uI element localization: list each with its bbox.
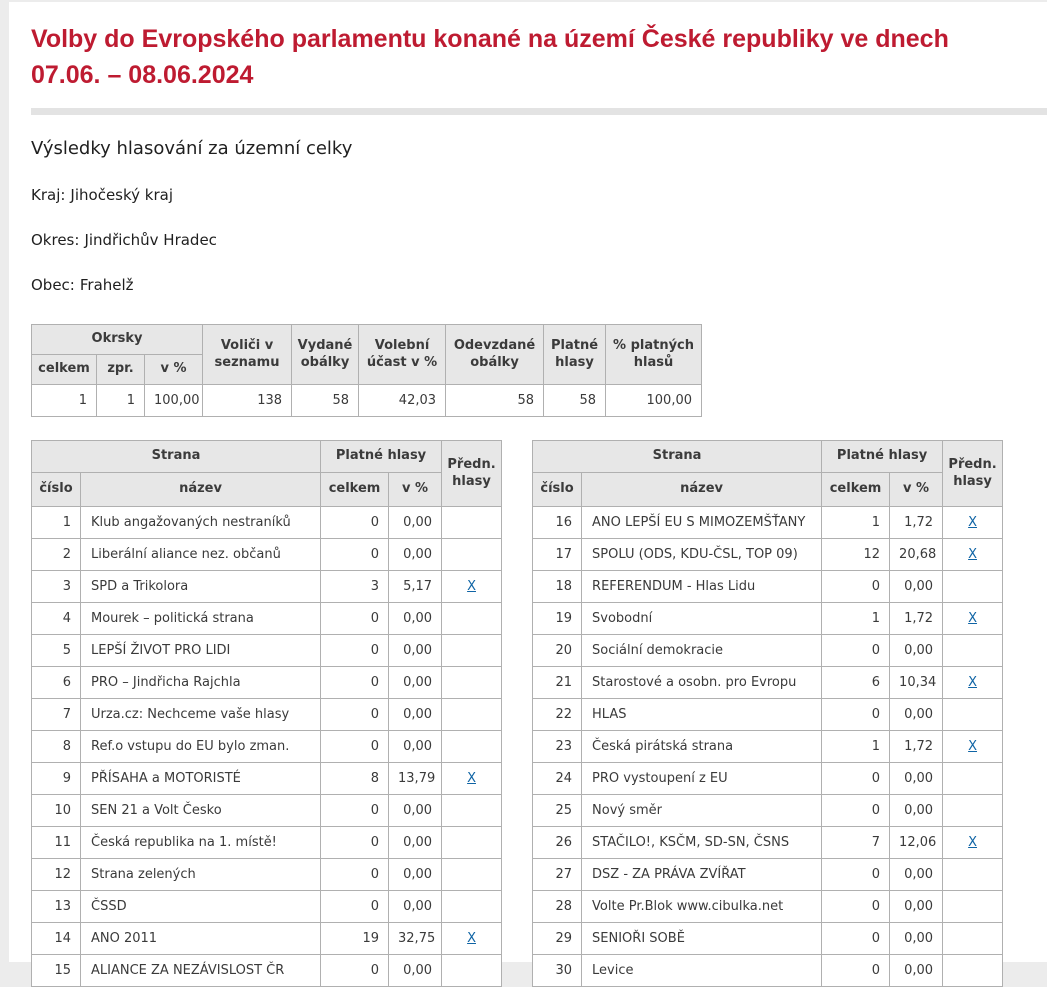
party-name-cell: Mourek – politická strana xyxy=(81,603,321,635)
party-name-cell: Urza.cz: Nechceme vaše hlasy xyxy=(81,699,321,731)
party-total-cell: 8 xyxy=(321,763,389,795)
pref-votes-cell xyxy=(943,603,1003,635)
party-row xyxy=(533,955,1003,987)
pref-votes-cell xyxy=(442,667,502,699)
party-number-cell: 30 xyxy=(533,955,582,987)
party-number-cell: 21 xyxy=(533,667,582,699)
party-number-cell: 16 xyxy=(533,507,582,539)
party-percent-cell: 0,00 xyxy=(389,731,442,763)
party-total-cell: 7 xyxy=(822,827,890,859)
party-header-row-2 xyxy=(533,473,1003,507)
precincts-total-header: celkem xyxy=(32,355,97,385)
summary-values-row xyxy=(32,385,702,417)
party-percent-cell: 1,72 xyxy=(890,603,943,635)
pref-votes-cell xyxy=(943,795,1003,827)
pref-votes-cell xyxy=(943,731,1003,763)
party-header-row-1 xyxy=(32,441,502,473)
municipality-value: Frahelž xyxy=(79,276,134,294)
party-name-cell: SEN 21 a Volt Česko xyxy=(81,795,321,827)
party-name-cell: PRO – Jindřicha Rajchla xyxy=(81,667,321,699)
party-name-cell: Liberální aliance nez. občanů xyxy=(81,539,321,571)
results-page xyxy=(9,2,1047,978)
pref-votes-cell xyxy=(442,763,502,795)
party-row xyxy=(32,891,502,923)
party-row xyxy=(533,603,1003,635)
party-name-cell: SENIOŘI SOBĚ xyxy=(582,923,822,955)
party-total-cell: 0 xyxy=(822,891,890,923)
party-number-cell: 29 xyxy=(533,923,582,955)
party-number-cell: 6 xyxy=(32,667,81,699)
party-total-cell: 0 xyxy=(321,699,389,731)
party-percent-cell: 20,68 xyxy=(890,539,943,571)
party-total-cell: 0 xyxy=(321,795,389,827)
party-number-cell: 25 xyxy=(533,795,582,827)
party-number-cell: 13 xyxy=(32,891,81,923)
region-line xyxy=(31,186,1047,204)
precincts-processed-value: 1 xyxy=(97,385,145,417)
party-row xyxy=(533,667,1003,699)
pref-votes-cell xyxy=(943,507,1003,539)
turnout-header: Volební účast v % xyxy=(359,325,446,385)
party-percent-cell: 13,79 xyxy=(389,763,442,795)
party-row xyxy=(32,763,502,795)
party-row xyxy=(32,539,502,571)
party-total-cell: 0 xyxy=(822,763,890,795)
title-divider xyxy=(31,108,1047,115)
party-total-cell: 0 xyxy=(321,859,389,891)
precincts-header: Okrsky xyxy=(32,325,203,355)
pref-votes-cell xyxy=(943,635,1003,667)
party-percent-cell: 0,00 xyxy=(389,891,442,923)
party-header: Strana xyxy=(533,441,822,473)
party-name-cell: STAČILO!, KSČM, SD-SN, ČSNS xyxy=(582,827,822,859)
pref-votes-cell xyxy=(943,763,1003,795)
party-name-cell: HLAS xyxy=(582,699,822,731)
valid-votes-group-header: Platné hlasy xyxy=(822,441,943,473)
party-row xyxy=(533,731,1003,763)
party-total-header: celkem xyxy=(321,473,389,507)
party-row xyxy=(533,827,1003,859)
party-number-cell: 10 xyxy=(32,795,81,827)
party-number-cell: 26 xyxy=(533,827,582,859)
region-label: Kraj: xyxy=(31,186,66,204)
party-name-cell: SPOLU (ODS, KDU-ČSL, TOP 09) xyxy=(582,539,822,571)
party-percent-cell: 0,00 xyxy=(389,699,442,731)
party-row xyxy=(32,923,502,955)
pref-votes-cell xyxy=(442,539,502,571)
valid-votes-pct-header: % platných hlasů xyxy=(606,325,702,385)
pref-votes-cell xyxy=(442,795,502,827)
pref-votes-cell xyxy=(442,955,502,987)
party-name-cell: LEPŠÍ ŽIVOT PRO LIDI xyxy=(81,635,321,667)
party-total-cell: 1 xyxy=(822,603,890,635)
party-row xyxy=(533,699,1003,731)
party-total-cell: 0 xyxy=(321,891,389,923)
pref-votes-header: Předn. hlasy xyxy=(943,441,1003,507)
precincts-pct-value: 100,00 xyxy=(145,385,203,417)
pref-votes-cell xyxy=(442,923,502,955)
party-percent-cell: 0,00 xyxy=(890,955,943,987)
party-row xyxy=(32,699,502,731)
party-name-cell: Volte Pr.Blok www.cibulka.net xyxy=(582,891,822,923)
municipality-label: Obec: xyxy=(31,276,75,294)
pref-votes-link[interactable]: X xyxy=(968,515,978,530)
party-number-cell: 2 xyxy=(32,539,81,571)
party-number-cell: 18 xyxy=(533,571,582,603)
party-percent-cell: 0,00 xyxy=(389,859,442,891)
pref-votes-link[interactable]: X xyxy=(968,675,978,690)
party-percent-cell: 0,00 xyxy=(890,859,943,891)
party-name-cell: Strana zelených xyxy=(81,859,321,891)
party-header: Strana xyxy=(32,441,321,473)
precincts-processed-header: zpr. xyxy=(97,355,145,385)
party-name-cell: PŘÍSAHA a MOTORISTÉ xyxy=(81,763,321,795)
party-number-cell: 8 xyxy=(32,731,81,763)
party-results-section xyxy=(31,440,1047,987)
summary-header-row-1 xyxy=(32,325,702,355)
pref-votes-cell xyxy=(442,699,502,731)
party-percent-cell: 0,00 xyxy=(389,667,442,699)
party-name-cell: DSZ - ZA PRÁVA ZVÍŘAT xyxy=(582,859,822,891)
party-name-cell: PRO vystoupení z EU xyxy=(582,763,822,795)
pref-votes-link[interactable]: X xyxy=(968,835,978,850)
party-total-cell: 0 xyxy=(321,603,389,635)
party-total-cell: 0 xyxy=(321,635,389,667)
pref-votes-cell xyxy=(442,859,502,891)
pref-votes-link[interactable]: X xyxy=(467,579,476,594)
party-percent-cell: 0,00 xyxy=(890,763,943,795)
party-total-cell: 12 xyxy=(822,539,890,571)
party-name-cell: Česká pirátská strana xyxy=(582,731,822,763)
party-number-cell: 20 xyxy=(533,635,582,667)
district-value: Jindřichův Hradec xyxy=(84,231,217,249)
pref-votes-cell xyxy=(442,827,502,859)
pref-votes-cell xyxy=(943,859,1003,891)
party-table-right xyxy=(532,440,1003,987)
party-number-cell: 24 xyxy=(533,763,582,795)
party-percent-cell: 0,00 xyxy=(890,571,943,603)
valid-votes-value: 58 xyxy=(544,385,606,417)
pref-votes-link[interactable]: X xyxy=(968,547,978,562)
party-percent-cell: 0,00 xyxy=(890,635,943,667)
party-row xyxy=(32,635,502,667)
pref-votes-link[interactable]: X xyxy=(467,771,476,786)
party-row xyxy=(32,667,502,699)
party-percent-cell: 0,00 xyxy=(389,955,442,987)
party-name-cell: Klub angažovaných nestraníků xyxy=(81,507,321,539)
turnout-value: 42,03 xyxy=(359,385,446,417)
party-row xyxy=(533,539,1003,571)
party-row xyxy=(533,635,1003,667)
pref-votes-link[interactable]: X xyxy=(968,611,978,626)
party-number-cell: 1 xyxy=(32,507,81,539)
registered-voters-value: 138 xyxy=(203,385,292,417)
party-number-cell: 11 xyxy=(32,827,81,859)
party-total-header: celkem xyxy=(822,473,890,507)
municipality-line xyxy=(31,276,1047,294)
party-total-cell: 0 xyxy=(321,539,389,571)
party-percent-cell: 0,00 xyxy=(389,635,442,667)
section-heading: Výsledky hlasování za územní celky xyxy=(31,138,353,159)
party-row xyxy=(32,507,502,539)
party-number-cell: 28 xyxy=(533,891,582,923)
party-percent-header: v % xyxy=(890,473,943,507)
pref-votes-cell xyxy=(442,731,502,763)
pref-votes-cell xyxy=(442,635,502,667)
party-row xyxy=(32,603,502,635)
page-title: Volby do Evropského parlamentu konané na území České republiky ve dnech 07.06. – 08.06.2024 xyxy=(31,25,949,89)
party-number-cell: 19 xyxy=(533,603,582,635)
party-header-row-1 xyxy=(533,441,1003,473)
party-percent-cell: 5,17 xyxy=(389,571,442,603)
registered-voters-header: Voliči v seznamu xyxy=(203,325,292,385)
issued-envelopes-header: Vydané obálky xyxy=(292,325,359,385)
party-number-cell: 22 xyxy=(533,699,582,731)
party-number-header: číslo xyxy=(32,473,81,507)
party-percent-cell: 0,00 xyxy=(389,827,442,859)
party-percent-cell: 0,00 xyxy=(389,603,442,635)
party-number-cell: 5 xyxy=(32,635,81,667)
party-total-cell: 0 xyxy=(822,859,890,891)
party-percent-cell: 0,00 xyxy=(389,507,442,539)
party-row xyxy=(32,571,502,603)
party-percent-header: v % xyxy=(389,473,442,507)
returned-envelopes-header: Odevzdané obálky xyxy=(446,325,544,385)
party-number-cell: 27 xyxy=(533,859,582,891)
party-percent-cell: 1,72 xyxy=(890,731,943,763)
party-name-cell: Levice xyxy=(582,955,822,987)
precincts-total-value: 1 xyxy=(32,385,97,417)
pref-votes-cell xyxy=(943,955,1003,987)
valid-votes-pct-value: 100,00 xyxy=(606,385,702,417)
party-total-cell: 1 xyxy=(822,507,890,539)
pref-votes-cell xyxy=(943,571,1003,603)
party-total-cell: 0 xyxy=(321,667,389,699)
party-total-cell: 6 xyxy=(822,667,890,699)
party-header-row-2 xyxy=(32,473,502,507)
pref-votes-link[interactable]: X xyxy=(467,931,476,946)
party-number-cell: 17 xyxy=(533,539,582,571)
region-value: Jihočeský kraj xyxy=(70,186,173,204)
party-name-header: název xyxy=(582,473,822,507)
pref-votes-link[interactable]: X xyxy=(968,739,978,754)
pref-votes-header: Předn. hlasy xyxy=(442,441,502,507)
party-total-cell: 0 xyxy=(321,731,389,763)
party-name-cell: ALIANCE ZA NEZÁVISLOST ČR xyxy=(81,955,321,987)
party-name-cell: Starostové a osobn. pro Evropu xyxy=(582,667,822,699)
district-label: Okres: xyxy=(31,231,80,249)
district-line xyxy=(31,231,1047,249)
party-row xyxy=(32,955,502,987)
party-percent-cell: 0,00 xyxy=(890,699,943,731)
party-percent-cell: 0,00 xyxy=(890,891,943,923)
party-total-cell: 0 xyxy=(822,955,890,987)
party-name-cell: Ref.o vstupu do EU bylo zman. xyxy=(81,731,321,763)
party-number-header: číslo xyxy=(533,473,582,507)
party-total-cell: 3 xyxy=(321,571,389,603)
party-name-cell: SPD a Trikolora xyxy=(81,571,321,603)
party-row xyxy=(32,859,502,891)
party-name-cell: Sociální demokracie xyxy=(582,635,822,667)
party-number-cell: 12 xyxy=(32,859,81,891)
party-number-cell: 9 xyxy=(32,763,81,795)
party-row xyxy=(533,571,1003,603)
party-total-cell: 0 xyxy=(321,955,389,987)
pref-votes-cell xyxy=(442,603,502,635)
pref-votes-cell xyxy=(442,507,502,539)
valid-votes-group-header: Platné hlasy xyxy=(321,441,442,473)
party-percent-cell: 0,00 xyxy=(890,795,943,827)
party-percent-cell: 0,00 xyxy=(890,923,943,955)
summary-table xyxy=(31,324,702,417)
party-row xyxy=(32,795,502,827)
party-name-cell: ANO 2011 xyxy=(81,923,321,955)
pref-votes-cell xyxy=(442,891,502,923)
party-percent-cell: 1,72 xyxy=(890,507,943,539)
party-row xyxy=(533,507,1003,539)
pref-votes-cell xyxy=(442,571,502,603)
party-total-cell: 1 xyxy=(822,731,890,763)
party-number-cell: 4 xyxy=(32,603,81,635)
party-name-header: název xyxy=(81,473,321,507)
pref-votes-cell xyxy=(943,539,1003,571)
party-row xyxy=(533,923,1003,955)
party-name-cell: REFERENDUM - Hlas Lidu xyxy=(582,571,822,603)
party-percent-cell: 10,34 xyxy=(890,667,943,699)
party-name-cell: ČSSD xyxy=(81,891,321,923)
party-percent-cell: 32,75 xyxy=(389,923,442,955)
party-number-cell: 14 xyxy=(32,923,81,955)
party-total-cell: 0 xyxy=(822,923,890,955)
party-number-cell: 3 xyxy=(32,571,81,603)
party-row xyxy=(533,763,1003,795)
party-total-cell: 0 xyxy=(321,827,389,859)
party-row xyxy=(32,827,502,859)
party-table-left xyxy=(31,440,502,987)
party-row xyxy=(533,795,1003,827)
party-percent-cell: 0,00 xyxy=(389,539,442,571)
pref-votes-cell xyxy=(943,923,1003,955)
party-name-cell: Svobodní xyxy=(582,603,822,635)
party-name-cell: Česká republika na 1. místě! xyxy=(81,827,321,859)
party-percent-cell: 0,00 xyxy=(389,795,442,827)
precincts-pct-header: v % xyxy=(145,355,203,385)
party-number-cell: 15 xyxy=(32,955,81,987)
party-total-cell: 0 xyxy=(822,699,890,731)
party-row xyxy=(32,731,502,763)
party-name-cell: ANO LEPŠÍ EU S MIMOZEMŠŤANY xyxy=(582,507,822,539)
party-name-cell: Nový směr xyxy=(582,795,822,827)
party-total-cell: 0 xyxy=(822,795,890,827)
issued-envelopes-value: 58 xyxy=(292,385,359,417)
pref-votes-cell xyxy=(943,667,1003,699)
pref-votes-cell xyxy=(943,699,1003,731)
pref-votes-cell xyxy=(943,891,1003,923)
party-total-cell: 19 xyxy=(321,923,389,955)
party-row xyxy=(533,859,1003,891)
returned-envelopes-value: 58 xyxy=(446,385,544,417)
party-total-cell: 0 xyxy=(321,507,389,539)
party-number-cell: 23 xyxy=(533,731,582,763)
party-row xyxy=(533,891,1003,923)
party-number-cell: 7 xyxy=(32,699,81,731)
pref-votes-cell xyxy=(943,827,1003,859)
valid-votes-header: Platné hlasy xyxy=(544,325,606,385)
party-total-cell: 0 xyxy=(822,635,890,667)
party-total-cell: 0 xyxy=(822,571,890,603)
party-percent-cell: 12,06 xyxy=(890,827,943,859)
